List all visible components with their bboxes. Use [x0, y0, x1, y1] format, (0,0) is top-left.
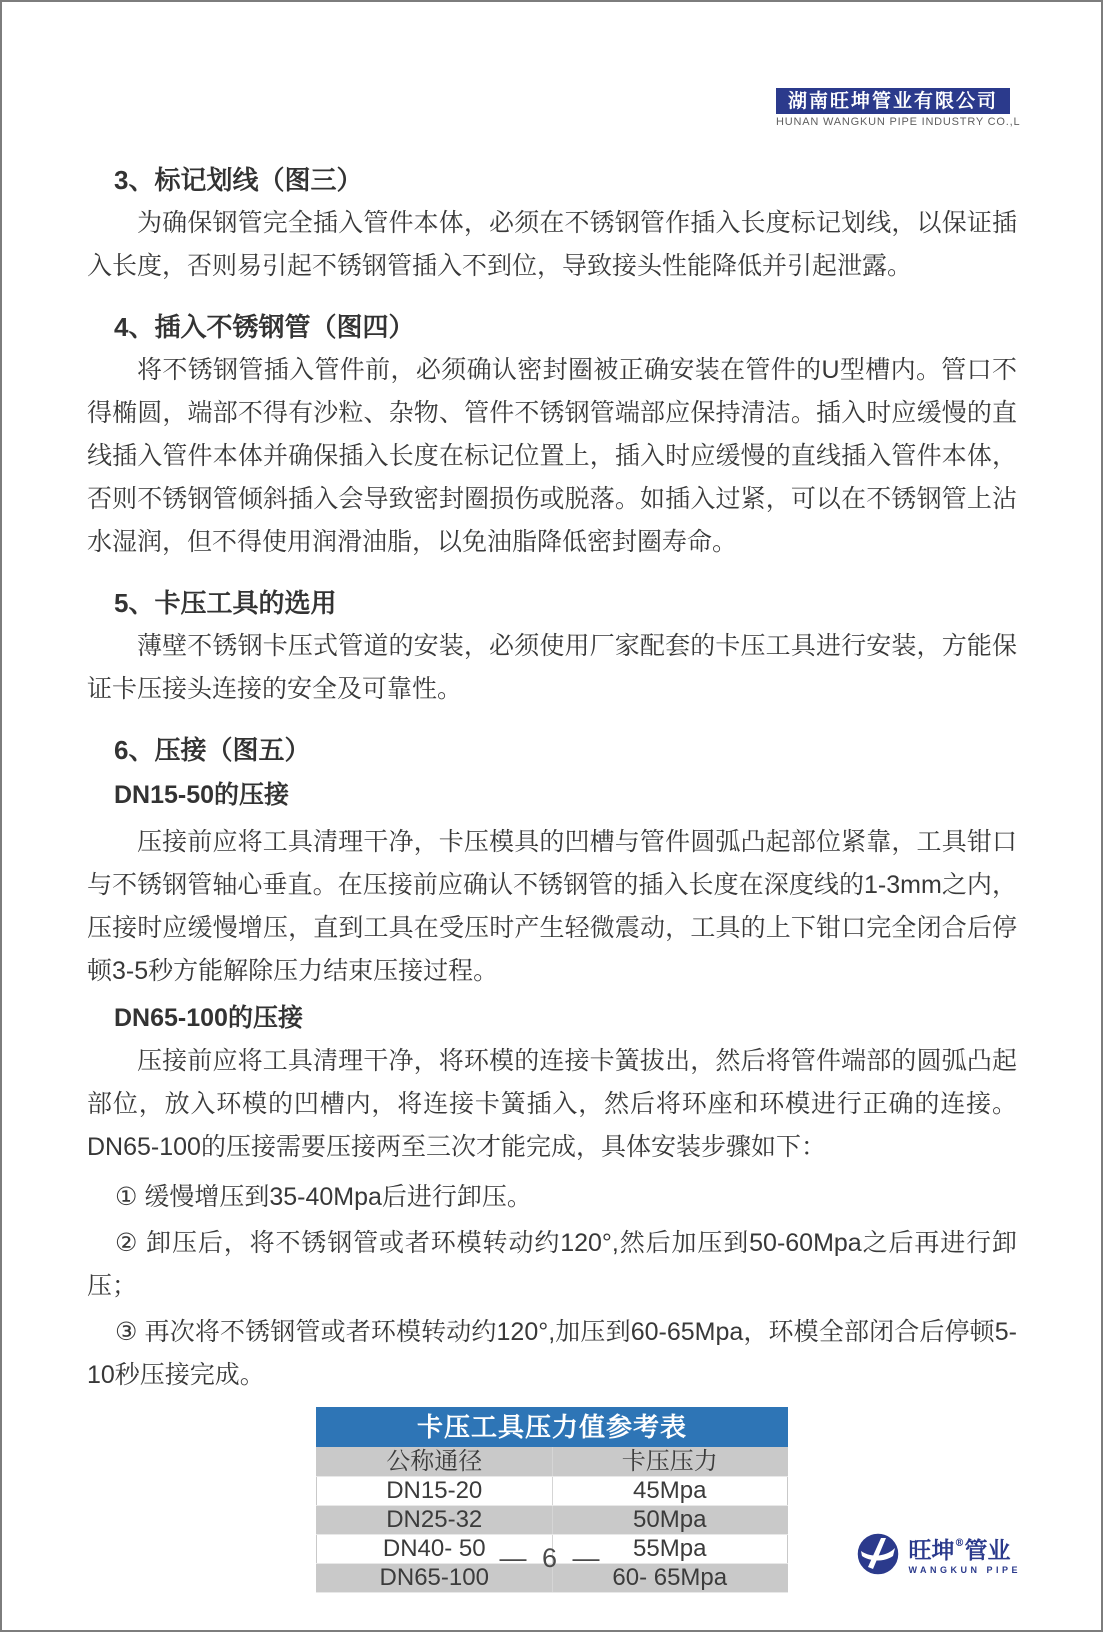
- page-header: [776, 88, 1021, 128]
- table-title: 卡压工具压力值参考表: [316, 1407, 788, 1447]
- company-logo: [855, 1531, 1021, 1582]
- section-4-paragraph: 将不锈钢管插入管件前，必须确认密封圈被正确安装在管件的U型槽内。管口不得椭圆，端部不得有沙粒、杂物、管件不锈钢管端部应保持清洁。插入时应缓慢的直线插入管件本体并确保插入长度在标记位置上，插入时应缓慢的直线插入管件本体，否则不锈钢管倾斜插入会导致密封圈损伤或脱落。如插入过紧，可以在不锈钢管上沾水湿润，但不得使用润滑油脂，以免油脂降低密封圈寿命。: [87, 356, 1017, 556]
- table-header-row: [317, 1448, 788, 1477]
- logo-chinese-name: 旺坤®管业: [908, 1536, 1011, 1564]
- dn65-100-subheading: DN65-100的压接: [114, 1004, 303, 1032]
- dn15-50-paragraph: 压接前应将工具清理干净，卡压模具的凹槽与管件圆弧凸起部位紧靠，工具钳口与不锈钢管轴心垂直。在压接前应确认不锈钢管的插入长度在深度线的1-3mm之内，压接时应缓慢增压，直到工具在受压时产生轻微震动，工具的上下钳口完全闭合后停顿3-5秒方能解除压力结束压接过程。: [87, 828, 1017, 985]
- section-5-heading: 5、卡压工具的选用: [114, 588, 337, 618]
- section-3-heading: 3、标记划线（图三）: [114, 165, 363, 195]
- document-body: [87, 152, 1017, 1593]
- logo-english-name: WANGKUN PIPE: [908, 1564, 1021, 1575]
- cell-diameter: DN65-100: [317, 1564, 553, 1593]
- dn15-50-subheading: DN15-50的压接: [114, 781, 290, 809]
- section-4-heading: 4、插入不锈钢管（图四）: [114, 312, 415, 342]
- registered-trademark-icon: ®: [954, 1537, 965, 1549]
- step-3: ③ 再次将不锈钢管或者环模转动约120°,加压到60-65Mpa，环模全部闭合后停顿5-10秒压接完成。: [87, 1318, 1017, 1389]
- cell-pressure: 55Mpa: [552, 1535, 788, 1564]
- column-header-pressure: 卡压压力: [552, 1448, 788, 1477]
- logo-globe-icon: [855, 1531, 901, 1582]
- page-number: — 6 —: [499, 1543, 604, 1573]
- cell-pressure: 50Mpa: [552, 1506, 788, 1535]
- section-5-paragraph: 薄壁不锈钢卡压式管道的安装，必须使用厂家配套的卡压工具进行安装，方能保证卡压接头连接的安全及可靠性。: [87, 632, 1017, 703]
- step-1: ① 缓慢增压到35-40Mpa后进行卸压。: [115, 1183, 532, 1211]
- section-6-heading: 6、压接（图五）: [114, 735, 311, 765]
- table-row: [317, 1477, 788, 1506]
- dn65-100-paragraph: 压接前应将工具清理干净，将环模的连接卡簧拔出，然后将管件端部的圆弧凸起部位，放入环模的凹槽内，将连接卡簧插入，然后将环座和环模进行正确的连接。DN65-100的压接需要压接两至三次才能完成，具体安装步骤如下：: [87, 1047, 1017, 1161]
- cell-diameter: DN25-32: [317, 1506, 553, 1535]
- section-3-paragraph: 为确保钢管完全插入管件本体，必须在不锈钢管作插入长度标记划线，以保证插入长度，否则易引起不锈钢管插入不到位，导致接头性能降低并引起泄露。: [87, 209, 1017, 280]
- installation-steps: [87, 1176, 1017, 1397]
- company-name-badge: 湖南旺坤管业有限公司: [776, 88, 1010, 114]
- cell-pressure: 60- 65Mpa: [552, 1564, 788, 1593]
- company-name-english: HUNAN WANGKUN PIPE INDUSTRY CO.,L: [776, 116, 1021, 128]
- table-row: [317, 1506, 788, 1535]
- logo-wordmark: [908, 1536, 1021, 1575]
- cell-diameter: DN15-20: [317, 1477, 553, 1506]
- cell-diameter: DN40- 50: [317, 1535, 553, 1564]
- step-2: ② 卸压后，将不锈钢管或者环模转动约120°,然后加压到50-60Mpa之后再进行卸压；: [87, 1229, 1017, 1300]
- cell-pressure: 45Mpa: [552, 1477, 788, 1506]
- column-header-diameter: 公称通径: [317, 1448, 553, 1477]
